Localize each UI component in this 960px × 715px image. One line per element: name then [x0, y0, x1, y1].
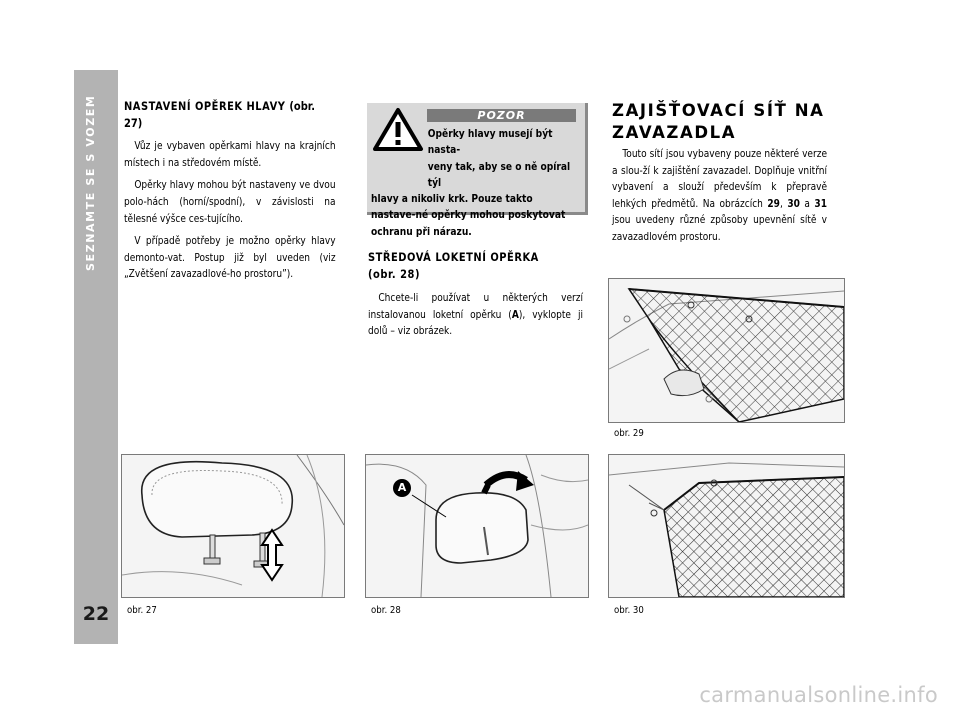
figure-27-headrest: [121, 454, 345, 598]
figure-28-illustration: [366, 455, 588, 597]
warning-text: [371, 126, 577, 240]
figure-27-illustration: [122, 455, 344, 597]
label-a-badge: A: [393, 479, 411, 497]
section-title: SEZNAMTE SE S VOZEM: [84, 95, 97, 272]
luggage-net-heading: ZAJIŠŤOVACÍ SÍŤ NA ZAVAZADLA: [612, 101, 825, 142]
armrest-text-b: ), vyklopte ji dolů – viz obrázek.: [368, 308, 583, 338]
net-sep-1: ,: [779, 197, 788, 210]
page-number: 22: [82, 603, 110, 625]
net-text-b: jsou uvedeny různé způsoby upevnění sítě v zavazadlovém prostoru.: [612, 214, 827, 243]
figure-29-caption: obr. 29: [614, 428, 644, 439]
figure-30-illustration: [609, 455, 844, 597]
watermark: carmanualsonline.info: [699, 683, 938, 707]
net-text-a: Touto sítí jsou vybaveny pouze některé verze a slou-ží k zajištění zavazadel. Doplňuje vnitřní vybavení a slouží především k přepravě lehkých předmětů. Na obrázcích: [612, 148, 827, 210]
figure-29-net-installation: [608, 278, 845, 423]
warning-line-1: Opěrky hlavy musejí být nasta-: [427, 128, 553, 157]
net-sep-2: a: [799, 197, 815, 210]
figure-30-caption: obr. 30: [614, 605, 644, 616]
headrest-paragraph-1: Vůz je vybaven opěrkami hlavy na krajních místech i na středovém místě.: [124, 140, 336, 169]
net-ref-30: 30: [787, 197, 800, 210]
armrest-label-a: A: [511, 308, 519, 321]
figure-28-armrest: [365, 454, 589, 598]
net-ref-29: 29: [767, 197, 780, 210]
headrest-paragraph-2: Opěrky hlavy mohou být nastaveny ve dvou polo-hách (horní/spodní), v závislosti na tělesné výšce ces-tujícího.: [124, 179, 336, 225]
armrest-heading: [368, 249, 583, 282]
armrest-paragraph: [368, 290, 583, 340]
figure-29-illustration: [609, 279, 844, 422]
luggage-net-paragraph: [612, 146, 827, 246]
figure-27-caption: obr. 27: [127, 605, 157, 616]
armrest-heading-ref: (obr. 28): [368, 266, 420, 281]
figure-28-caption: obr. 28: [371, 605, 401, 616]
headrest-heading-text: NASTAVENÍ OPĚREK HLAVY: [124, 99, 286, 113]
headrest-heading-ref: (obr. 27): [124, 99, 316, 130]
warning-rest: hlavy a nikoliv krk. Pouze takto nastave-né opěrky mohou poskytovat ochranu při nárazu.: [371, 193, 566, 238]
armrest-text-a: Chcete-li používat u některých verzí instalovanou loketní opěrku (: [368, 292, 583, 321]
headrest-heading: [124, 98, 336, 131]
warning-box: [367, 103, 588, 238]
warning-title: POZOR: [427, 109, 576, 122]
armrest-heading-text: STŘEDOVÁ LOKETNÍ OPĚRKA: [368, 250, 539, 264]
net-ref-31: 31: [814, 197, 827, 210]
armrest-section: [368, 249, 583, 346]
figure-30-net-floor: [608, 454, 845, 598]
warning-line-2: veny tak, aby se o ně opíral týl: [427, 160, 571, 189]
headrest-section: [124, 98, 336, 289]
headrest-paragraph-3: V případě potřeby je možno opěrky hlavy demonto-vat. Postup již byl uveden (viz „Zvětšení zavazadlové-ho prostoru”).: [124, 235, 336, 281]
luggage-net-section: [612, 146, 827, 252]
